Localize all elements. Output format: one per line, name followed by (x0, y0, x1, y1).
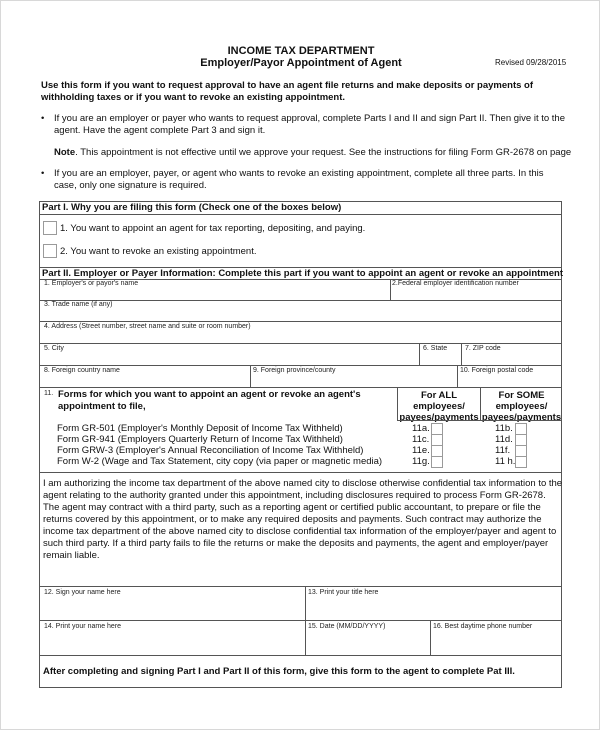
divider (39, 472, 562, 473)
code-11f: 11f. (495, 445, 511, 456)
divider (461, 343, 462, 365)
revised-date: Revised 09/28/2015 (495, 58, 567, 67)
divider (39, 300, 562, 301)
code-11d: 11d. (495, 434, 513, 445)
divider (390, 279, 391, 300)
foreign-country-field[interactable]: 8. Foreign country name (44, 367, 120, 374)
revoke-appointment-label: 2. You want to revoke an existing appointment. (60, 246, 257, 257)
part1-heading: Part I. Why you are filing this form (Check one of the boxes below) (42, 202, 342, 213)
appointment-note (54, 147, 571, 158)
department-title: INCOME TAX DEPARTMENT (227, 45, 375, 57)
some-employees-column-header: For SOME employees/ payees/payments (481, 390, 562, 423)
printed-name-field[interactable]: 14. Print your name here (44, 623, 122, 630)
trade-name-field[interactable]: 3. Trade name (if any) (44, 301, 113, 308)
intro-instructions: Use this form if you want to request approval to have an agent file returns and make deposits or payments of withholding taxes or if you want to revoke an existing appointment. (41, 80, 533, 103)
divider (39, 387, 562, 388)
code-11e: 11e. (412, 445, 430, 456)
divider (39, 365, 562, 366)
code-11h: 11 h. (495, 456, 516, 467)
divider (457, 365, 458, 387)
fein-field[interactable]: 2.Federal employer identification number (392, 280, 519, 287)
note-text: . This appointment is not effective until we approve your request. See the instructions for filing Form GR-2678 on page (75, 147, 572, 158)
all-employees-column-header: For ALL employees/ payees/payments (399, 390, 479, 423)
form-gr501-label: Form GR-501 (Employer's Monthly Deposit of Income Tax Withheld) (57, 423, 343, 434)
forms-section-number: 11. (44, 390, 54, 397)
code-11b: 11b. (495, 423, 513, 434)
authorization-statement: I am authorizing the income tax department of the above named city to disclose otherwise confidential tax information to the agent relating to the authority granted under this appointment, including disclosures required to process Form GR-2678. The agent may contract with a third party, such as a reporting agent or certified public accountant, to prepare or file the returns covered by this appointment, or to make any required deposits and payments. Such contract may authorize the income tax department of the above named city to disclose confidential tax information of the employer/payer and agent to such third party. If a third party fails to file the returns or make the deposits and payments, the agent and employer/payer remain liable. (43, 478, 563, 561)
bullet-symbol: • (41, 168, 45, 179)
form-gr941-label: Form GR-941 (Employers Quarterly Return of Income Tax Withheld) (57, 434, 343, 445)
appoint-agent-checkbox[interactable] (43, 221, 57, 235)
signature-field[interactable]: 12. Sign your name here (44, 589, 121, 596)
divider (397, 420, 562, 421)
code-11g: 11g. (412, 456, 430, 467)
divider (39, 343, 562, 344)
appoint-agent-label: 1. You want to appoint an agent for tax reporting, depositing, and paying. (60, 223, 366, 234)
part2-heading: Part II. Employer or Payer Information: Complete this part if you want to appoint an agent or revoke an appointment (42, 268, 563, 279)
divider (430, 620, 431, 655)
city-field[interactable]: 5. City (44, 345, 64, 352)
code-11a: 11a. (412, 423, 430, 434)
divider (39, 620, 562, 621)
foreign-province-field[interactable]: 9. Foreign province/county (253, 367, 336, 374)
form-w2-label: Form W-2 (Wage and Tax Statement, city copy (via paper or magnetic media) (57, 456, 383, 467)
w2-some-checkbox[interactable] (515, 456, 527, 468)
state-field[interactable]: 6. State (423, 345, 448, 352)
foreign-postal-field[interactable]: 10. Foreign postal code (460, 367, 534, 374)
divider (305, 586, 306, 620)
address-field[interactable]: 4. Address (Street number, street name and suite or room number) (44, 323, 251, 330)
code-11c: 11c. (412, 434, 430, 445)
revoke-appointment-checkbox[interactable] (43, 244, 57, 258)
divider (39, 321, 562, 322)
form-grw3-label: Form GRW-3 (Employer's Annual Reconciliation of Income Tax Withheld) (57, 445, 364, 456)
title-field[interactable]: 13. Print your title here (308, 589, 379, 596)
bullet-request-approval: If you are an employer or payer who wants to request approval, complete Parts I and II and sign Part II. Then give it to the agent. Have the agent complete Part 3 and sign it. (54, 113, 565, 136)
forms-section-heading-line1: Forms for which you want to appoint an agent or revoke an agent's (58, 389, 361, 400)
divider (305, 620, 306, 655)
w2-all-checkbox[interactable] (431, 456, 443, 468)
divider (250, 365, 251, 387)
divider (39, 655, 562, 656)
divider (419, 343, 420, 365)
employer-name-field[interactable]: 1. Employer's or payor's name (44, 280, 139, 287)
zip-code-field[interactable]: 7. ZIP code (465, 345, 501, 352)
bullet-symbol: • (41, 113, 45, 124)
final-instruction: After completing and signing Part I and Part II of this form, give this form to the agent to complete Pat III. (43, 666, 515, 677)
phone-number-field[interactable]: 16. Best daytime phone number (433, 623, 533, 630)
form-title: Employer/Payor Appointment of Agent (200, 57, 402, 69)
divider (39, 586, 562, 587)
bullet-revoke: If you are an employer, payer, or agent who wants to revoke an existing appointment, complete all three parts. In this case, only one signature is required. (54, 168, 544, 191)
date-field[interactable]: 15. Date (MM/DD/YYYY) (308, 623, 386, 630)
forms-section-heading-line2: appointment to file, (58, 401, 146, 412)
note-label: Note (54, 147, 76, 158)
divider (39, 214, 562, 215)
